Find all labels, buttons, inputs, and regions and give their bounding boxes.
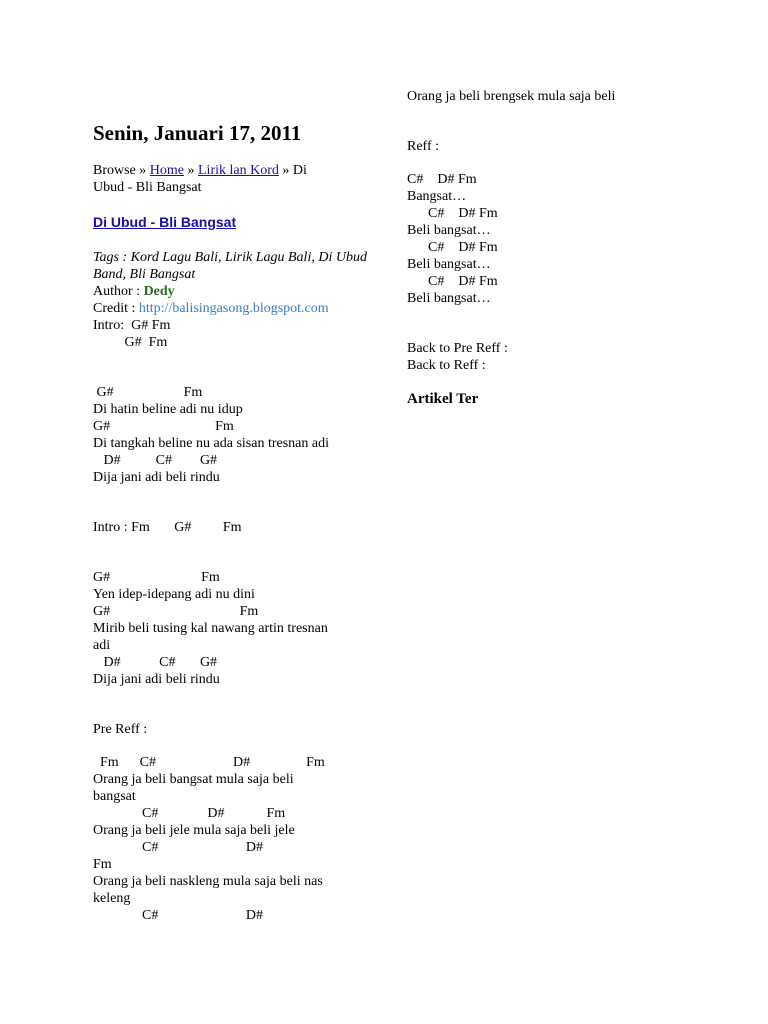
chord-line: D# C# G# [93,453,218,468]
lyric-line: keleng [93,891,131,906]
lyric-line: Orang ja beli bangsat mula saja beli [93,772,294,787]
lyric-line: Beli bangsat… [407,291,491,306]
breadcrumb-separator: » [184,163,198,178]
chord-line: Fm C# D# Fm [93,755,325,770]
lyric-line: Yen idep-idepang adi nu dini [93,587,255,602]
chord-line: C# D# [93,908,263,923]
chord-line: D# C# G# [93,655,218,670]
lyric-line: Dija jani adi beli rindu [93,470,220,485]
instruction-line: Back to Pre Reff : [407,341,508,356]
section-label: Reff : [407,139,440,154]
lyric-line: Bangsat… [407,189,467,204]
chord-line: G# Fm [93,570,220,585]
chord-line: C# D# Fm [93,806,286,821]
lyric-line: Di tangkah beline nu ada sisan tresnan adi [93,436,329,451]
chord-line: C# D# Fm [407,206,498,221]
chord-line: C# D# Fm [407,274,498,289]
chord-line: Fm [93,857,112,872]
lyric-line: Intro: G# Fm [93,318,171,333]
chord-line: C# D# Fm [407,172,477,187]
lyric-line: Beli bangsat… [407,257,491,272]
post-date: Senin, Januari 17, 2011 [93,121,302,145]
chord-line: G# Fm [93,335,168,350]
chord-line: G# Fm [93,385,203,400]
lyric-line: Di hatin beline adi nu idup [93,402,243,417]
credit-label: Credit : [93,301,139,316]
lyric-line: bangsat [93,789,136,804]
author-line [93,283,175,300]
lyric-line: Orang ja beli brengsek mula saja beli [407,89,616,104]
lyric-line: adi [93,638,111,653]
post-title-link[interactable]: Di Ubud - Bli Bangsat [93,214,237,230]
post-tags: Tags : Kord Lagu Bali, Lirik Lagu Bali, Di Ubud Band, Bli Bangsat [93,250,367,282]
lyric-line: Dija jani adi beli rindu [93,672,220,687]
lyric-line: Mirib beli tusing kal nawang artin tresnan [93,621,328,636]
chord-line: G# Fm [93,604,259,619]
breadcrumb [93,162,363,196]
author-name: Dedy [143,284,175,299]
breadcrumb-category-link[interactable]: Lirik lan Kord [198,163,279,178]
lyric-line: Orang ja beli naskleng mula saja beli nas [93,874,323,889]
breadcrumb-separator: » Di [278,163,307,178]
breadcrumb-prefix: Browse » [93,163,150,178]
breadcrumb-current: Ubud - Bli Bangsat [93,180,202,195]
credit-line [93,300,329,317]
breadcrumb-home-link[interactable]: Home [149,163,184,178]
author-label: Author : [93,284,144,299]
chord-line: G# Fm [93,419,234,434]
credit-link[interactable]: http://balisingasong.blogspot.com [138,301,329,316]
section-label: Pre Reff : [93,722,148,737]
intro-line: Intro : Fm G# Fm [93,520,242,535]
sidebar-heading: Artikel Ter [407,391,479,407]
lyric-line: Beli bangsat… [407,223,491,238]
chord-line: C# D# Fm [407,240,498,255]
lyric-line: Orang ja beli jele mula saja beli jele [93,823,295,838]
chord-line: C# D# [93,840,263,855]
instruction-line: Back to Reff : [407,358,486,373]
